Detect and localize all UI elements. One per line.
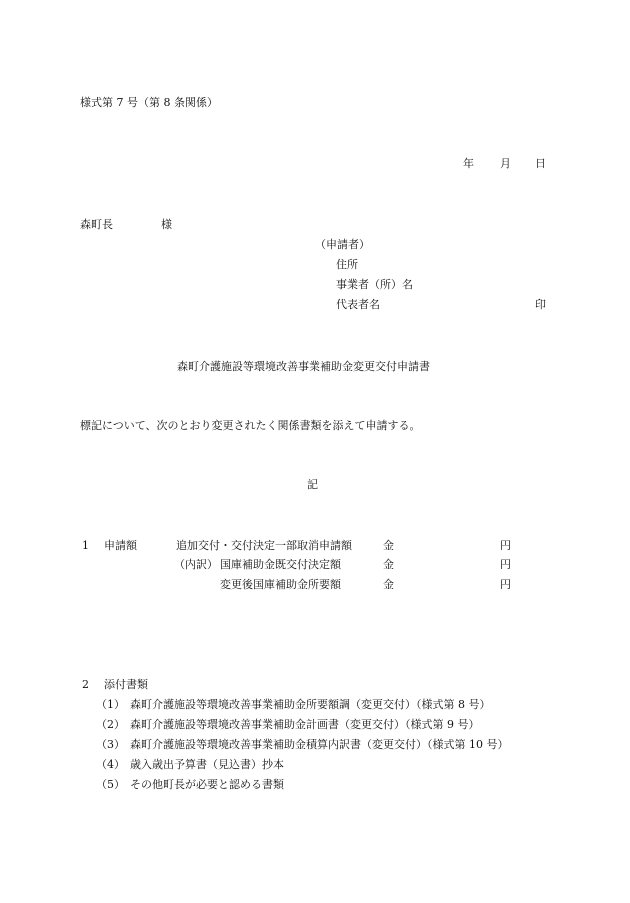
attachment-2-number: （2）: [96, 718, 125, 731]
applicant-representative-label: 代表者名: [336, 298, 380, 311]
section1-row-2-item: 国庫補助金既交付決定額: [220, 558, 341, 571]
section1-row-2-en: 円: [500, 558, 511, 571]
form-number: 様式第 7 号（第 8 条関係）: [80, 96, 218, 109]
intro-text: 標記について、次のとおり変更されたく関係書類を添えて申請する。: [80, 419, 421, 432]
attachment-1-number: （1）: [96, 698, 125, 711]
seal-mark: 印: [535, 298, 546, 311]
applicant-address-label: 住所: [336, 258, 358, 271]
addressee-name: 森町長: [80, 218, 113, 231]
attachment-2-text: 森町介護施設等環境改善事業補助金計画書（変更交付）（様式第 9 号）: [130, 718, 480, 731]
applicant-heading: （申請者）: [315, 238, 370, 251]
attachment-5-text: その他町長が必要と認める書類: [130, 778, 284, 791]
date-month-label: 月: [500, 157, 511, 170]
document-title: 森町介護施設等環境改善事業補助金変更交付申請書: [177, 360, 430, 373]
date-year-label: 年: [463, 157, 474, 170]
section1-row-1-en: 円: [500, 539, 511, 552]
attachment-4-number: （4）: [96, 758, 125, 771]
section1-row-1-item: 追加交付・交付決定一部取消申請額: [176, 539, 352, 552]
section1-row-3-kin: 金: [383, 578, 394, 591]
section2-number: 2: [82, 678, 89, 691]
attachment-3-text: 森町介護施設等環境改善事業補助金積算内訳書（変更交付）（様式第 10 号）: [130, 738, 509, 751]
section1-row-2-prefix: （内訳）: [174, 558, 218, 571]
addressee-honorific: 様: [161, 218, 172, 231]
applicant-business-label: 事業者（所）名: [336, 278, 413, 291]
section1-label: 申請額: [104, 539, 137, 552]
section1-number: 1: [82, 539, 89, 552]
attachment-5-number: （5）: [96, 778, 125, 791]
attachment-1-text: 森町介護施設等環境改善事業補助金所要額調（変更交付）（様式第 8 号）: [130, 698, 491, 711]
section2-label: 添付書類: [104, 678, 148, 691]
section1-row-3-en: 円: [500, 578, 511, 591]
section1-row-3-item: 変更後国庫補助金所要額: [220, 578, 341, 591]
section1-row-1-kin: 金: [383, 539, 394, 552]
attachment-3-number: （3）: [96, 738, 125, 751]
section1-row-2-kin: 金: [383, 558, 394, 571]
date-day-label: 日: [535, 157, 546, 170]
ki-heading: 記: [307, 478, 318, 491]
attachment-4-text: 歳入歳出予算書（見込書）抄本: [130, 758, 284, 771]
